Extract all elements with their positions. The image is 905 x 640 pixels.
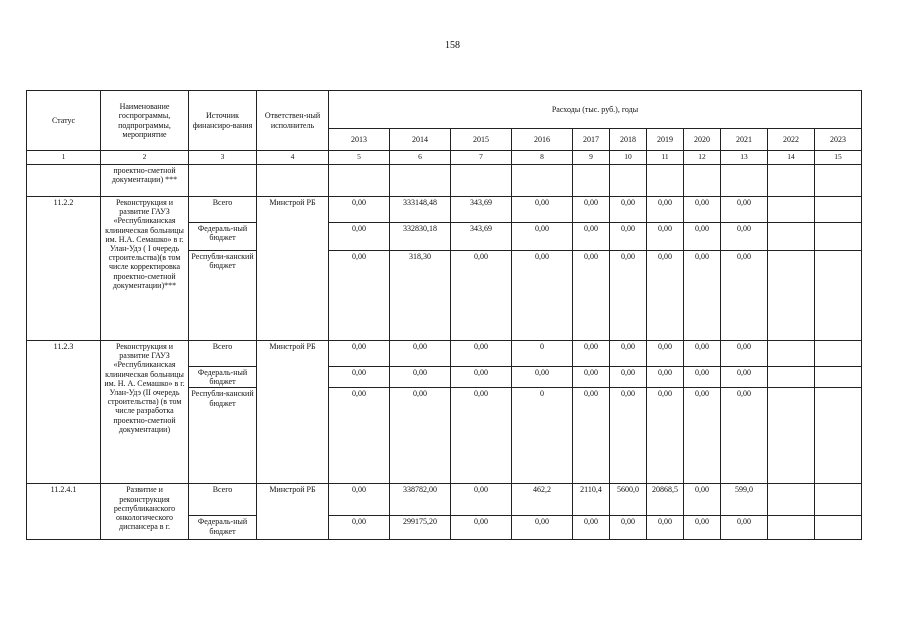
value-cell: 0,00 [451, 484, 512, 516]
header-year: 2016 [512, 129, 573, 151]
value-cell: 462,2 [512, 484, 573, 516]
value-cell: 0 [512, 388, 573, 484]
value-cell [815, 341, 862, 367]
value-cell [768, 341, 815, 367]
value-cell: 0,00 [573, 388, 610, 484]
value-cell: 0,00 [451, 516, 512, 540]
row-source: Всего [189, 197, 257, 223]
value-cell: 0,00 [721, 223, 768, 251]
header-year: 2015 [451, 129, 512, 151]
value-cell: 0,00 [647, 367, 684, 388]
value-cell: 0,00 [610, 223, 647, 251]
header-executor: Ответствен-ный исполнитель [257, 91, 329, 151]
row-source: Республи-канский бюджет [189, 251, 257, 341]
value-cell [815, 484, 862, 516]
value-cell: 318,30 [390, 251, 451, 341]
header-status: Статус [27, 91, 101, 151]
value-cell: 0 [512, 341, 573, 367]
value-cell: 0,00 [573, 251, 610, 341]
value-cell: 0,00 [647, 516, 684, 540]
value-cell: 0,00 [610, 516, 647, 540]
row-name: Реконструкция и развитие ГАУЗ «Республиканская клиническая больницы им. Н. А. Семашко» в г. Улан-Удэ (II очередь строительства) (в том числе разработка проектно-сметной документации) [101, 341, 189, 484]
budget-table [26, 90, 862, 540]
page-number: 158 [445, 40, 460, 51]
column-number: 1 [27, 151, 101, 165]
header-source: Источник финансиро-вания [189, 91, 257, 151]
value-cell: 0,00 [684, 367, 721, 388]
row-source: Федераль-ный бюджет [189, 223, 257, 251]
header-row [27, 91, 862, 129]
row-source: Всего [189, 341, 257, 367]
row-executor: Минстрой РБ [257, 197, 329, 341]
value-cell: 0,00 [610, 197, 647, 223]
row-name: Реконструкция и развитие ГАУЗ «Республиканская клиническая больницы им. Н.А. Семашко» в г. Улан-Удэ ( I очередь строительства)(в том числе корректировка проектно-сметной документации)*** [101, 197, 189, 341]
value-cell: 0,00 [684, 341, 721, 367]
column-number: 13 [721, 151, 768, 165]
value-cell: 0,00 [329, 251, 390, 341]
value-cell: 0,00 [512, 516, 573, 540]
value-cell: 5600,0 [610, 484, 647, 516]
column-number: 4 [257, 151, 329, 165]
column-number: 15 [815, 151, 862, 165]
value-cell: 0,00 [721, 388, 768, 484]
header-expenses: Расходы (тыс. руб.), годы [329, 91, 862, 129]
continuation-row [27, 165, 862, 197]
value-cell: 0,00 [390, 388, 451, 484]
row-status: 11.2.3 [27, 341, 101, 484]
value-cell: 0,00 [610, 367, 647, 388]
value-cell: 0,00 [684, 484, 721, 516]
value-cell: 333148,48 [390, 197, 451, 223]
column-number: 10 [610, 151, 647, 165]
value-cell: 0,00 [512, 251, 573, 341]
value-cell: 0,00 [684, 223, 721, 251]
value-cell: 0,00 [573, 341, 610, 367]
table-row [27, 484, 862, 516]
value-cell: 0,00 [451, 388, 512, 484]
value-cell: 0,00 [451, 341, 512, 367]
value-cell [768, 516, 815, 540]
value-cell [768, 484, 815, 516]
value-cell: 0,00 [721, 197, 768, 223]
value-cell: 0,00 [573, 197, 610, 223]
row-source: Федераль-ный бюджет [189, 516, 257, 540]
row-executor: Минстрой РБ [257, 341, 329, 484]
value-cell: 0,00 [573, 223, 610, 251]
value-cell: 0,00 [647, 223, 684, 251]
table-body [27, 165, 862, 540]
value-cell: 0,00 [647, 251, 684, 341]
value-cell: 0,00 [512, 223, 573, 251]
value-cell [768, 388, 815, 484]
value-cell: 0,00 [451, 367, 512, 388]
value-cell: 0,00 [451, 251, 512, 341]
value-cell: 343,69 [451, 223, 512, 251]
value-cell: 0,00 [512, 367, 573, 388]
value-cell: 0,00 [329, 516, 390, 540]
value-cell: 0,00 [573, 367, 610, 388]
value-cell: 0,00 [647, 388, 684, 484]
row-source: Всего [189, 484, 257, 516]
row-status: 11.2.4.1 [27, 484, 101, 540]
header-year: 2021 [721, 129, 768, 151]
value-cell [768, 223, 815, 251]
value-cell: 0,00 [721, 251, 768, 341]
column-number: 11 [647, 151, 684, 165]
value-cell: 0,00 [573, 516, 610, 540]
row-source: Республи-канский бюджет [189, 388, 257, 484]
value-cell: 0,00 [390, 367, 451, 388]
table-row [27, 341, 862, 367]
value-cell [815, 223, 862, 251]
value-cell: 2110,4 [573, 484, 610, 516]
column-number: 6 [390, 151, 451, 165]
header-name: Наименование госпрограммы, подпрограммы, мероприятие [101, 91, 189, 151]
table-row [27, 197, 862, 223]
header-year: 2022 [768, 129, 815, 151]
value-cell [815, 516, 862, 540]
column-number: 12 [684, 151, 721, 165]
value-cell [768, 367, 815, 388]
row-status: 11.2.2 [27, 197, 101, 341]
value-cell: 20868,5 [647, 484, 684, 516]
value-cell: 0,00 [512, 197, 573, 223]
value-cell [768, 251, 815, 341]
value-cell: 599,0 [721, 484, 768, 516]
column-number: 5 [329, 151, 390, 165]
value-cell [815, 197, 862, 223]
value-cell: 0,00 [647, 341, 684, 367]
column-number: 8 [512, 151, 573, 165]
value-cell [815, 388, 862, 484]
value-cell: 343,69 [451, 197, 512, 223]
value-cell: 0,00 [329, 367, 390, 388]
column-number: 7 [451, 151, 512, 165]
column-number: 14 [768, 151, 815, 165]
value-cell: 0,00 [721, 516, 768, 540]
header-year: 2014 [390, 129, 451, 151]
header-year: 2013 [329, 129, 390, 151]
value-cell: 0,00 [329, 388, 390, 484]
value-cell: 338782,00 [390, 484, 451, 516]
value-cell: 0,00 [329, 341, 390, 367]
header-year: 2018 [610, 129, 647, 151]
value-cell: 0,00 [610, 341, 647, 367]
column-number: 9 [573, 151, 610, 165]
value-cell: 0,00 [647, 197, 684, 223]
value-cell: 299175,20 [390, 516, 451, 540]
value-cell: 0,00 [610, 251, 647, 341]
row-name: Развитие и реконструкция республиканского онкологического диспансера в г. [101, 484, 189, 540]
continuation-name: проектно-сметной документации) *** [101, 165, 189, 197]
value-cell: 0,00 [684, 251, 721, 341]
header-year: 2023 [815, 129, 862, 151]
value-cell: 0,00 [684, 388, 721, 484]
value-cell: 0,00 [721, 341, 768, 367]
column-number: 2 [101, 151, 189, 165]
header-year: 2019 [647, 129, 684, 151]
value-cell: 0,00 [610, 388, 647, 484]
value-cell: 0,00 [390, 341, 451, 367]
column-number-row [27, 151, 862, 165]
row-source: Федераль-ный бюджет [189, 367, 257, 388]
value-cell: 0,00 [721, 367, 768, 388]
row-executor: Минстрой РБ [257, 484, 329, 540]
column-number: 3 [189, 151, 257, 165]
value-cell [815, 367, 862, 388]
value-cell: 0,00 [329, 484, 390, 516]
value-cell: 0,00 [684, 197, 721, 223]
value-cell [815, 251, 862, 341]
header-year: 2020 [684, 129, 721, 151]
value-cell: 0,00 [684, 516, 721, 540]
value-cell [768, 197, 815, 223]
value-cell: 0,00 [329, 223, 390, 251]
value-cell: 0,00 [329, 197, 390, 223]
header-year: 2017 [573, 129, 610, 151]
value-cell: 332830,18 [390, 223, 451, 251]
